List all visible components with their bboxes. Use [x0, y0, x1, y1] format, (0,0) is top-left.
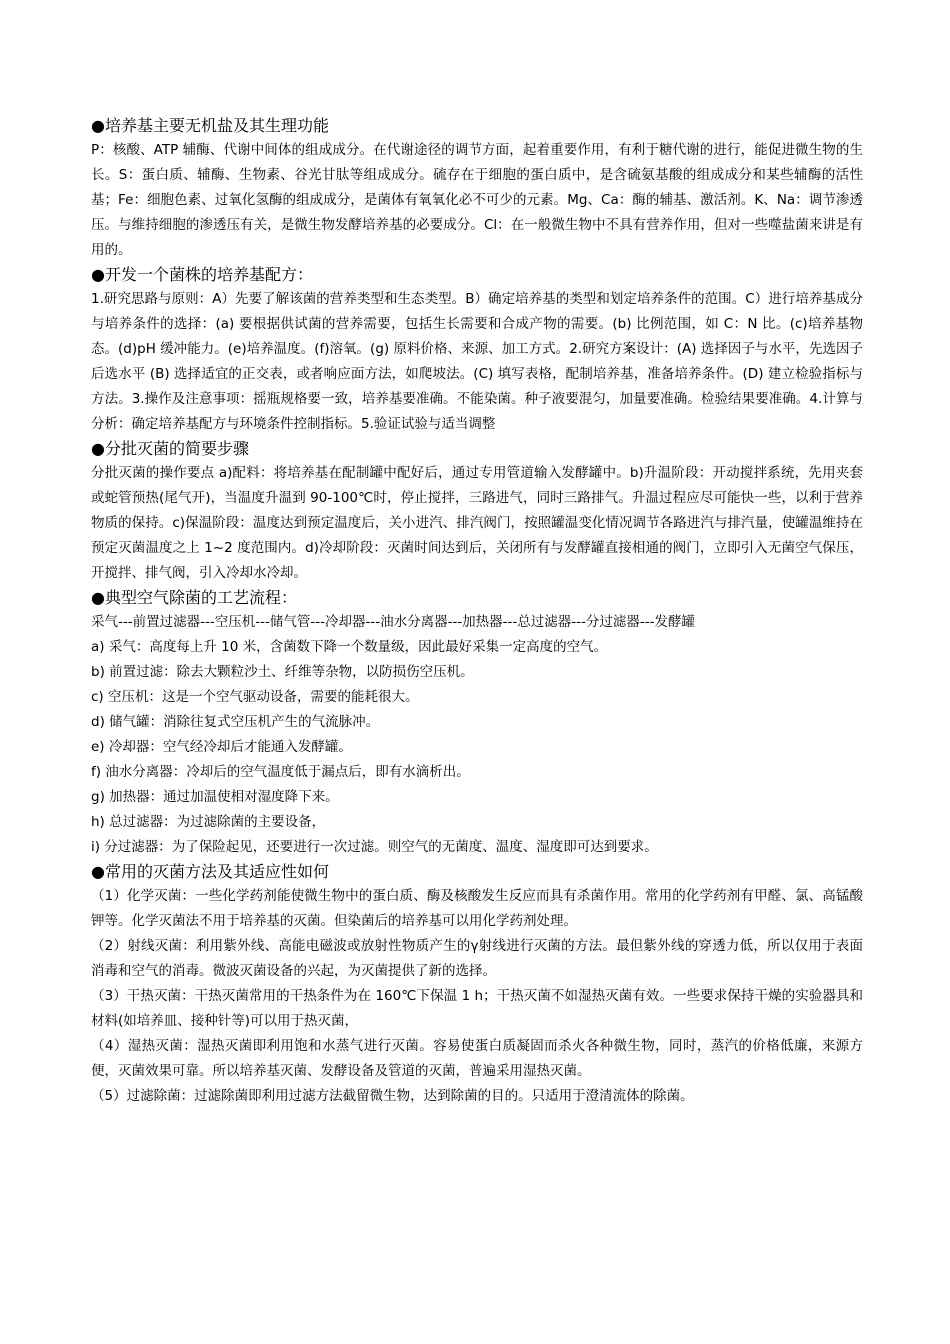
list-item: i) 分过滤器：为了保险起见，还要进行一次过滤。则空气的无菌度、温度、湿度即可达到要求。	[91, 839, 658, 855]
method-paragraph: （5）过滤除菌：过滤除菌即利用过滤方法截留微生物，达到除菌的目的。只适用于澄清流体的除菌。	[91, 1088, 694, 1104]
section-heading: ●典型空气除菌的工艺流程：	[91, 588, 297, 607]
section-heading: ●分批灭菌的简要步骤	[91, 439, 249, 458]
section-heading: ●常用的灭菌方法及其适应性如何	[91, 862, 329, 881]
section-heading: ●培养基主要无机盐及其生理功能	[91, 116, 329, 135]
document-page	[91, 114, 863, 1109]
list-item: d) 储气罐：消除往复式空压机产生的气流脉冲。	[91, 714, 380, 730]
list-item: g) 加热器：通过加温使相对湿度降下来。	[91, 789, 339, 805]
list-item: b) 前置过滤：除去大颗粒沙土、纤维等杂物，以防损伤空压机。	[91, 664, 474, 680]
section-heading: ●开发一个菌株的培养基配方：	[91, 265, 313, 284]
method-paragraph: （2）射线灭菌：利用紫外线、高能电磁波或放射性物质产生的γ射线进行灭菌的方法。最但紫外线的穿透力低，所以仅用于表面消毒和空气的消毒。微波灭菌设备的兴起，为灭菌提供了新的选择。	[91, 938, 863, 979]
list-item: a) 采气：高度每上升 10 米，含菌数下降一个数量级，因此最好采集一定高度的空气。	[91, 639, 608, 655]
list-item: f) 油水分离器：冷却后的空气温度低于漏点后，即有水滴析出。	[91, 764, 470, 780]
method-paragraph: （3）干热灭菌：干热灭菌常用的干热条件为在 160℃下保温 1 h；干热灭菌不如湿热灭菌有效。一些要求保持干燥的实验器具和材料(如培养皿、接种针等)可以用于热灭菌，	[91, 988, 863, 1029]
process-flow: 采气---前置过滤器---空压机---储气管---冷却器---油水分离器---加热器---总过滤器---分过滤器---发酵罐	[91, 614, 696, 630]
list-item: e) 冷却器：空气经冷却后才能通入发酵罐。	[91, 739, 352, 755]
section-batch-sterilization	[91, 437, 863, 586]
section-inorganic-salts	[91, 114, 863, 263]
section-sterilization-methods	[91, 860, 863, 1109]
method-paragraph: （4）湿热灭菌：湿热灭菌即利用饱和水蒸气进行灭菌。容易使蛋白质凝固而杀火各种微生物，同时，蒸汽的价格低廉，来源方便，灭菌效果可靠。所以培养基灭菌、发酵设备及管道的灭菌，普遍采用湿热灭菌。	[91, 1038, 863, 1079]
section-medium-formula	[91, 263, 863, 437]
section-paragraph: 分批灭菌的操作要点 a)配料：将培养基在配制罐中配好后，通过专用管道输入发酵罐中。b)升温阶段：开动搅拌系统，先用夹套或蛇管预热(尾气开)，当温度升温到 90-100℃时，停止搅拌，三路进气，同时三路排气。升温过程应尽可能快一些，以利于营养物质的保持。c)保温阶段：温度达到预定温度后，关小进汽、排汽阀门，按照罐温变化情况调节各路进汽与排汽量，使罐温维持在预定灭菌温度之上 1~2 度范围内。d)冷却阶段：灭菌时间达到后，关闭所有与发酵罐直接相通的阀门，立即引入无菌空气保压，开搅拌、排气阀，引入冷却水冷却。	[91, 465, 863, 581]
list-item: h) 总过滤器：为过滤除菌的主要设备，	[91, 814, 326, 830]
section-air-sterilization	[91, 586, 863, 860]
list-item: c) 空压机：这是一个空气驱动设备，需要的能耗很大。	[91, 689, 419, 705]
section-paragraph: 1.研究思路与原则：A）先要了解该菌的营养类型和生态类型。B）确定培养基的类型和划定培养条件的范围。C）进行培养基成分与培养条件的选择：(a) 要根据供试菌的营养需要，包括生长需要和合成产物的需要。(b) 比例范围，如 C：N 比。(c)培养基物态。(d)pH 缓冲能力。(e)培养温度。(f)溶氧。(g) 原料价格、来源、加工方式。2.研究方案设计：(A) 选择因子与水平，先选因子后选水平 (B) 选择适宜的正交表，或者响应面方法，如爬坡法。(C) 填写表格，配制培养基，准备培养条件。(D) 建立检验指标与方法。3.操作及注意事项：摇瓶规格要一致，培养基要准确。不能染菌。种子液要混匀，加量要准确。检验结果要准确。4.计算与分析：确定培养基配方与环境条件控制指标。5.验证试验与适当调整	[91, 291, 863, 432]
method-paragraph: （1）化学灭菌：一些化学药剂能使微生物中的蛋白质、酶及核酸发生反应而具有杀菌作用。常用的化学药剂有甲醛、氯、高锰酸钾等。化学灭菌法不用于培养基的灭菌。但染菌后的培养基可以用化学药剂处理。	[91, 888, 863, 929]
section-paragraph: P：核酸、ATP 辅酶、代谢中间体的组成成分。在代谢途径的调节方面，起着重要作用，有利于糖代谢的进行，能促进微生物的生长。S：蛋白质、辅酶、生物素、谷光甘肽等组成成分。硫存在于细胞的蛋白质中，是含硫氨基酸的组成成分和某些辅酶的活性基；Fe：细胞色素、过氧化氢酶的组成成分，是菌体有氧氧化必不可少的元素。Mg、Ca：酶的辅基、激活剂。K、Na：调节渗透压。与维持细胞的渗透压有关，是微生物发酵培养基的必要成分。Cl：在一般微生物中不具有营养作用，但对一些噬盐菌来讲是有用的。	[91, 142, 863, 258]
